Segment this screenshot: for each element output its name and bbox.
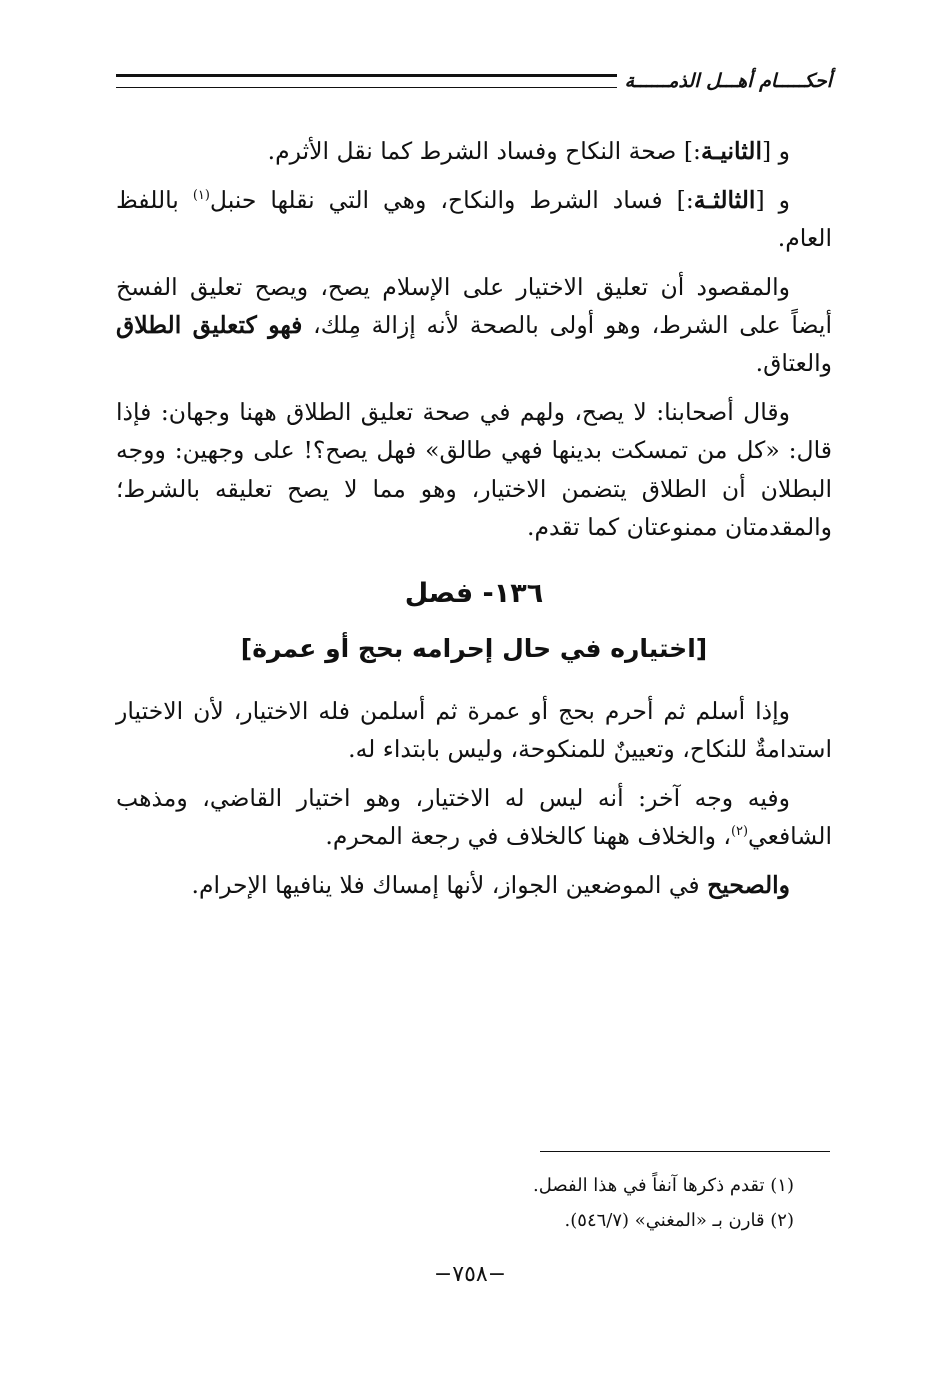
paragraph-second: و [الثانيـة:] صحة النكاح وفساد الشرط كما نقل الأثرم. (267, 137, 790, 165)
main-text (116, 132, 832, 915)
running-header (116, 64, 832, 98)
footnotes (174, 1168, 794, 1238)
bold-label: الثالثـة (693, 186, 756, 215)
footnote-separator (540, 1151, 830, 1152)
section-paragraph-2: وفيه وجه آخر: أنه ليس له الاختيار، وهو اختيار القاضي، ومذهب الشافعي$^{(٢)}$، والخلاف ههنا كالخلاف في رجعة المحرم. (116, 783, 832, 851)
footnote-ref-1: (١) (192, 188, 210, 204)
paragraph-third: و [الثالثـة:] فساد الشرط والنكاح، وهي التي نقلها حنبل$^{(١)}$ باللفظ العام. (116, 186, 832, 253)
footnote-2: (٢) قارن بـ «المغني» (٥٤٦/٧). (564, 1210, 794, 1232)
bold-label: الثانيـة (700, 137, 762, 165)
header-double-rule (116, 74, 617, 88)
footnote-1: (١) تقدم ذكرها آنفاً في هذا الفصل. (533, 1175, 794, 1196)
running-head-title: أحكـــــام أهـــل الذمــــــة (624, 70, 832, 92)
section-number: ١٣٦- فصل (404, 577, 544, 609)
section-title: [اختياره في حال إحرامه بحج أو عمرة] (240, 634, 708, 664)
bold-phrase: فهو كتعليق الطلاق (116, 311, 303, 340)
section-paragraph-3: والصحيح في الموضعين الجواز، لأنها إمساك فلا ينافيها الإحرام. (191, 871, 790, 900)
page-number: −٧٥٨− (433, 1262, 507, 1287)
bold-phrase: والصحيح (707, 871, 790, 900)
paragraph-companions: وقال أصحابنا: لا يصح، ولهم في صحة تعليق الطلاق ههنا وجهان: فإذا قال: «كل من تمسكت بدينها فهي طالق» فهل يصح؟! على وجهين: ووجه البطلان أن الطلاق يتضمن الاختيار، وهو مما لا يصح تعليقه بالشرط؛ والمقدمتان ممنوعتان كما تقدم. (116, 398, 832, 541)
footnote-ref-2: (٢) (730, 824, 749, 840)
section-paragraph-1: وإذا أسلم ثم أحرم بحج أو عمرة ثم أسلمن فله الاختيار، لأن الاختيار استدامةٌ للنكاح، وتعيينٌ للمنكوحة، وليس بابتداء له. (116, 696, 832, 763)
paragraph-purpose: والمقصود أن تعليق الاختيار على الإسلام يصح، ويصح تعليق الفسخ أيضاً على الشرط، وهو أولى بالصحة لأنه إزالة مِلك، فهو كتعليق الطلاق والعتاق. (116, 273, 832, 378)
